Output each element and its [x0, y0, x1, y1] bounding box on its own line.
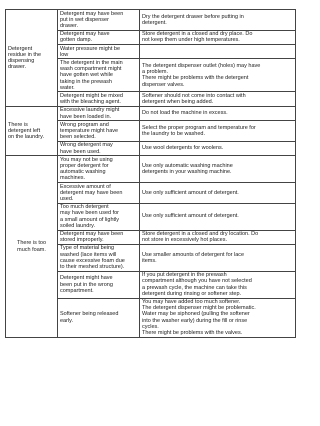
solution-line: The detergent dispenser outlet (holes) may have [142, 63, 261, 70]
cause-cell [58, 183, 140, 204]
cause-cell [58, 230, 140, 244]
cause-cell [58, 203, 140, 230]
solution-cell [140, 230, 296, 244]
cause-line: stored improperly. [60, 237, 104, 244]
cause-line: gotten damp. [60, 37, 93, 44]
cause-line: Detergent might be mixed [60, 92, 123, 99]
cause-line: drawer. [60, 22, 79, 29]
solution-line: There might be problems with the detergent [142, 75, 249, 82]
cause-cell [58, 92, 140, 106]
problem-line: on the laundry. [8, 134, 44, 141]
solution-line: not keep them under high temperatures. [142, 37, 240, 44]
problem-line: residue in the [8, 51, 42, 58]
solution-line: Do not load the machine in excess. [142, 110, 228, 117]
solution-cell [140, 10, 296, 31]
solution-line: a problem. [142, 69, 168, 76]
solution-line: cycles. [142, 323, 159, 330]
cause-line: cause excessive foam due [60, 257, 125, 264]
problem-line: drawer. [8, 64, 27, 71]
solution-line: items. [142, 257, 157, 264]
cause-line: detergent may have been [60, 189, 123, 196]
cause-line: been selected. [60, 134, 96, 141]
cause-line: been put in the wrong [60, 281, 113, 288]
cause-line: temperature might have [60, 127, 119, 134]
problem-line: There is [8, 121, 28, 128]
table-row [6, 106, 296, 120]
cause-line: Detergent might have [60, 275, 113, 282]
cause-line: put in wet dispenser [60, 16, 109, 23]
solution-line: detergent during rinsing or softener step. [142, 290, 242, 297]
problem-cell [6, 10, 58, 107]
cause-cell [58, 45, 140, 59]
cause-line: You may not be using [60, 156, 113, 163]
cause-line: compartment. [60, 287, 94, 294]
solution-line: detergent. [142, 19, 167, 26]
problem-line: dispensing [8, 57, 35, 64]
cause-line: machines. [60, 175, 86, 182]
problem-line: much foam. [17, 246, 46, 253]
solution-cell [140, 106, 296, 120]
solution-cell [140, 244, 296, 271]
cause-line: water. [60, 84, 75, 91]
solution-line: Select the proper program and temperature for [142, 124, 256, 131]
cause-line: Excessive amount of [60, 183, 111, 190]
solution-line: Store detergent in a closed and dry place. Do [142, 31, 253, 38]
solution-line: detergents in your washing machine. [142, 169, 232, 176]
solution-line: detergent when being added. [142, 99, 214, 106]
cause-cell [58, 141, 140, 155]
cause-cell [58, 106, 140, 120]
solution-cell [140, 203, 296, 230]
cause-line: soiled laundry. [60, 222, 96, 229]
solution-line: If you put detergent in the prewash [142, 272, 227, 279]
cause-line: Detergent may have been [60, 231, 124, 237]
cause-line: Too much detergent [60, 204, 109, 211]
solution-cell [140, 183, 296, 204]
cause-cell [58, 298, 140, 337]
cause-cell [58, 271, 140, 298]
cause-line: Water pressure might be [60, 45, 121, 52]
solution-line: Use wool detergents for woolens. [142, 145, 224, 152]
solution-cell [140, 298, 296, 337]
cause-line: taking in the prewash [60, 78, 112, 85]
solution-line: The detergent dispenser might be problematic. [142, 305, 256, 312]
cause-cell [58, 30, 140, 44]
cause-line: Detergent may have [60, 31, 110, 38]
solution-line: Dry the detergent drawer before putting in [142, 13, 244, 20]
cause-line: have been used. [60, 148, 101, 155]
cause-line: Type of material being [60, 245, 115, 252]
cause-line: have gotten wet while [60, 72, 113, 79]
solution-line: not store in excessively hot places. [142, 237, 227, 244]
cause-line: low [60, 51, 69, 58]
cause-line: automatic washing [60, 169, 106, 176]
solution-line: Use only automatic washing machine [142, 162, 233, 169]
problem-line: There is too [16, 240, 47, 247]
cause-line: proper detergent for [60, 162, 109, 169]
problem-cell [6, 106, 58, 155]
solution-line: You may have added too much softener. [142, 299, 241, 306]
solution-cell [140, 92, 296, 106]
cause-line: The detergent in the main [60, 59, 123, 66]
cause-line: may have been used for [60, 210, 120, 217]
cause-cell [58, 121, 140, 142]
solution-line: the laundry to be washed. [142, 131, 205, 138]
cause-cell [58, 156, 140, 183]
solution-cell [140, 156, 296, 183]
solution-line: into the washer early) during the fill or rinse [142, 317, 248, 324]
solution-line: compartment although you have not selected [142, 278, 252, 285]
solution-line: Use only sufficient amount of detergent. [142, 189, 239, 196]
cause-line: Detergent may have been [60, 10, 124, 17]
cause-line: used. [60, 195, 74, 202]
cause-cell [58, 244, 140, 271]
cause-line: Softener being released [60, 311, 119, 318]
solution-cell [140, 121, 296, 142]
cause-line: wash compartment might [60, 66, 122, 73]
cause-line: Wrong detergent may [60, 142, 113, 149]
problem-line: detergent left [8, 127, 41, 134]
cause-line: a small amount of lightly [60, 216, 119, 223]
solution-cell [140, 30, 296, 44]
cause-line: have been loaded in. [60, 113, 112, 120]
troubleshooting-table-body [6, 10, 296, 338]
solution-cell [140, 271, 296, 298]
troubleshooting-table [5, 9, 296, 338]
solution-line: Use smaller amounts of detergent for lace [142, 251, 245, 258]
solution-line: Water may be siphoned (pulling the softener [142, 311, 250, 318]
problem-line: Detergent [8, 45, 33, 52]
solution-cell [140, 141, 296, 155]
cause-line: to their meshed structure). [60, 264, 125, 271]
solution-cell [140, 59, 296, 92]
cause-line: Excessive laundry might [60, 107, 120, 114]
solution-line: There might be problems with the valves. [142, 330, 243, 337]
cause-line: with the bleaching agent. [60, 99, 121, 106]
solution-line: Softener should not come into contact with [142, 92, 246, 99]
table-row [6, 156, 296, 183]
solution-line: Store detergent in a closed and dry location. Do [142, 231, 259, 237]
cause-cell [58, 59, 140, 92]
solution-line: a prewash cycle, the machine can take this [142, 284, 247, 291]
solution-cell [140, 45, 296, 59]
cause-line: Wrong program and [60, 121, 109, 128]
problem-cell [6, 156, 58, 337]
table-row [6, 10, 296, 31]
cause-cell [58, 10, 140, 31]
solution-line: dispenser valves. [142, 81, 185, 88]
solution-line: Use only sufficient amount of detergent. [142, 213, 239, 220]
cause-line: early. [60, 317, 74, 324]
cause-line: washed (lace items will [60, 251, 117, 258]
